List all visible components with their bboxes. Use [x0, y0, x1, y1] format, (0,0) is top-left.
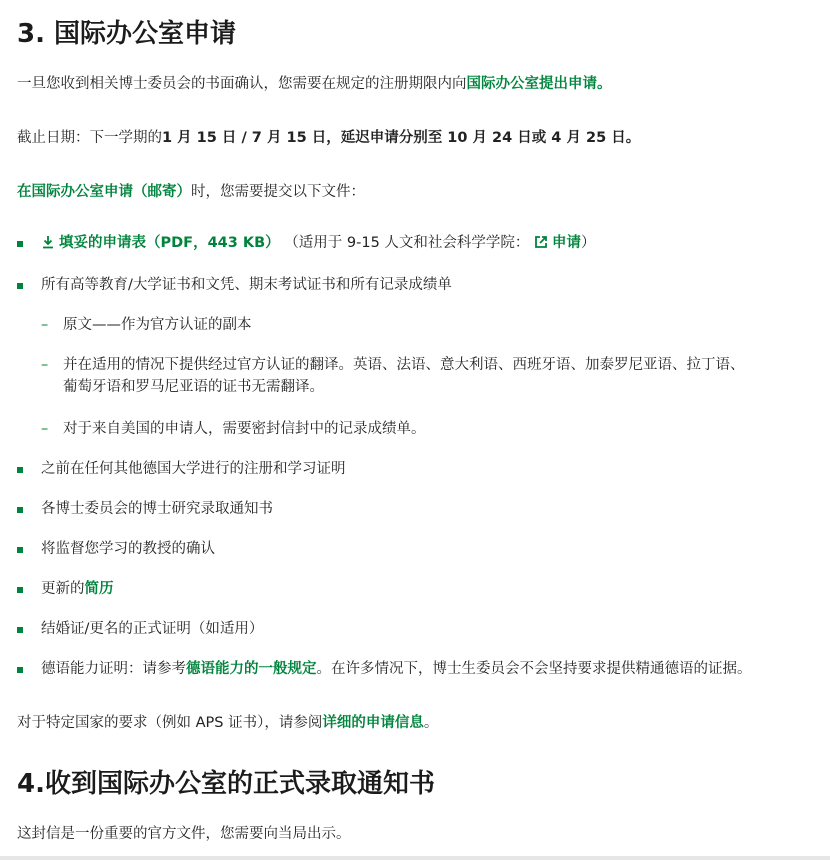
translation-text-line1: 并在适用的情况下提供经过官方认证的翻译。英语、法语、意大利语、西班牙语、加泰罗尼亚语、拉丁语、 [63, 357, 745, 373]
application-info-link[interactable]: 详细的申请信息 [322, 715, 424, 731]
download-icon [41, 234, 55, 256]
external-link-icon [534, 234, 548, 256]
section-3-heading: 3. 国际办公室申请 [17, 19, 237, 49]
bullet [17, 587, 23, 593]
original-copy-text: 原文——作为官方认证的副本 [63, 317, 252, 333]
postal-paragraph [17, 181, 365, 203]
country-text: 对于特定国家的要求（例如 APS 证书），请参阅 [17, 715, 323, 731]
form-note-close: ） [581, 235, 596, 251]
deadline-paragraph [17, 127, 640, 149]
german-suffix: 。在许多情况下，博士生委员会不会坚持要求提供精通德语的证据。 [316, 661, 752, 677]
prior-enrollment-text: 之前在任何其他德国大学进行的注册和学习证明 [41, 461, 346, 477]
cv-link[interactable]: 简历 [84, 581, 114, 597]
deadline-dates: 1 月 15 日 / 7 月 15 日，延迟申请分别至 10 月 24 日或 4 月 25 日。 [162, 130, 641, 146]
translation-text-line2: 葡萄牙语和罗马尼亚语的证书无需翻译。 [63, 379, 324, 395]
certificates-text: 所有高等教育/大学证书和文凭、期末考试证书和所有记录成绩单 [41, 277, 452, 293]
section-4-text: 这封信是一份重要的官方文件，您需要向当局出示。 [17, 826, 351, 842]
bullet [17, 547, 23, 553]
application-form-label: 填妥的申请表（PDF，443 KB） [59, 235, 280, 251]
intro-text: 一旦您收到相关博士委员会的书面确认，您需要在规定的注册期限内向 [17, 76, 467, 92]
apply-external-link[interactable] [534, 235, 581, 251]
german-requirements-link[interactable]: 德语能力的一般规定 [186, 661, 317, 677]
international-office-link[interactable]: 国际办公室提出申请。 [466, 76, 612, 92]
application-form-link[interactable] [41, 235, 280, 251]
postal-text: 时，您需要提交以下文件： [191, 184, 365, 200]
country-paragraph [17, 712, 438, 734]
dash-marker: – [41, 317, 49, 333]
bottom-divider [0, 856, 830, 860]
postal-application-link[interactable]: 在国际办公室申请（邮寄） [17, 184, 191, 200]
admission-letter-text: 各博士委员会的博士研究录取通知书 [41, 501, 273, 517]
bullet [17, 507, 23, 513]
bullet [17, 667, 23, 673]
dash-marker: – [41, 421, 49, 437]
section-4-heading: 4.收到国际办公室的正式录取通知书 [17, 769, 435, 799]
dash-marker: – [41, 357, 49, 373]
marriage-text: 结婚证/更名的正式证明（如适用） [41, 621, 264, 637]
bullet [17, 283, 23, 289]
country-suffix: 。 [423, 715, 439, 731]
cv-prefix: 更新的 [41, 581, 85, 597]
form-note: （适用于 9-15 人文和社会科学学院： [284, 235, 530, 251]
deadline-label: 截止日期：下一学期的 [17, 130, 162, 146]
supervisor-text: 将监督您学习的教授的确认 [41, 541, 215, 557]
german-prefix: 德语能力证明：请参考 [41, 661, 186, 677]
bullet [17, 467, 23, 473]
us-applicant-text: 对于来自美国的申请人，需要密封信封中的记录成绩单。 [63, 421, 426, 437]
intro-paragraph [17, 73, 612, 95]
apply-link-label: 申请 [552, 235, 582, 251]
bullet [17, 627, 23, 633]
bullet [17, 241, 23, 247]
